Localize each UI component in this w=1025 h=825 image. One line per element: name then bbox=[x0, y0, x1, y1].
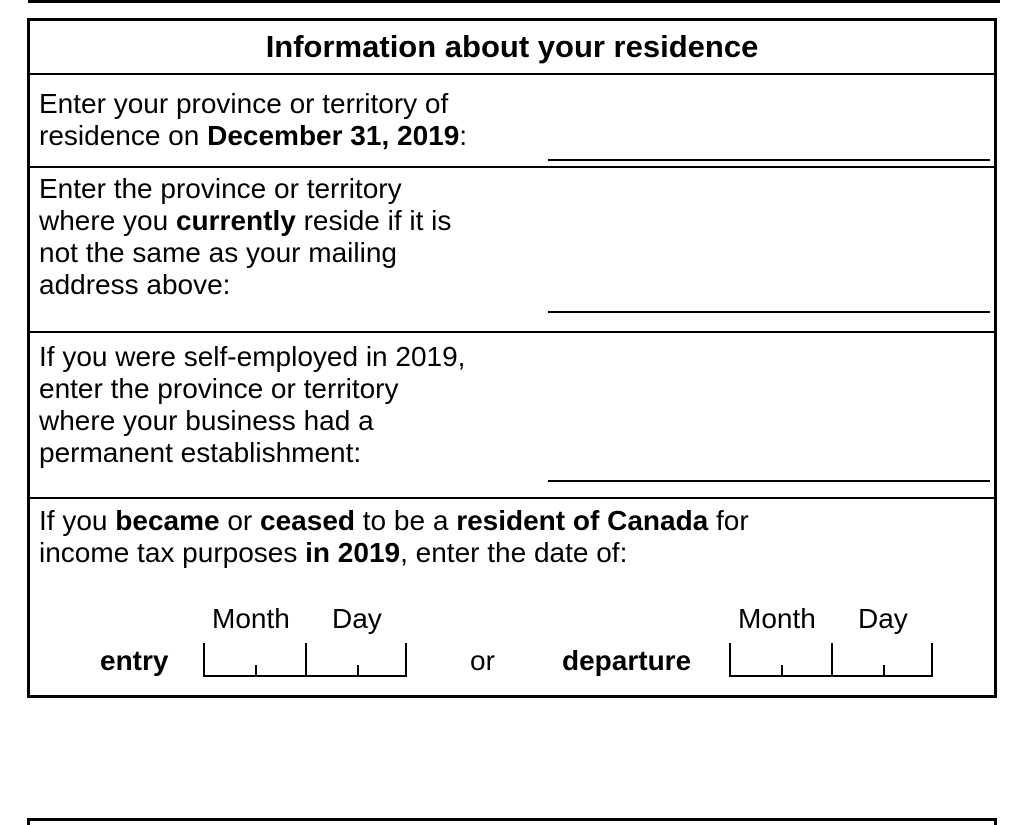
q3-text bbox=[39, 341, 465, 469]
q1-line2-pre: residence on bbox=[39, 120, 208, 151]
q1-line1: Enter your province or territory of bbox=[39, 88, 449, 119]
top-rule bbox=[28, 0, 1000, 3]
q4-text bbox=[39, 505, 749, 569]
next-section-border-left bbox=[27, 818, 30, 825]
province-dec31-field[interactable] bbox=[548, 159, 990, 161]
q4-year: in 2019 bbox=[305, 537, 401, 568]
departure-month-label: Month bbox=[738, 603, 816, 634]
q4-text-f: , enter the date of: bbox=[400, 537, 628, 568]
q2-text bbox=[39, 173, 451, 301]
q1-date-emphasis: December 31, 2019 bbox=[207, 120, 460, 151]
q1-line2-post: : bbox=[459, 120, 468, 151]
q2-line3: not the same as your mailing bbox=[39, 237, 397, 268]
business-province-field[interactable] bbox=[548, 480, 990, 482]
q3-line3: where your business had a bbox=[39, 405, 374, 436]
q2-line2-post: reside if it is bbox=[295, 205, 452, 236]
section-title: Information about your residence bbox=[30, 21, 994, 75]
q2-line4: address above: bbox=[39, 269, 231, 300]
q2-line1: Enter the province or territory bbox=[39, 173, 402, 204]
q2-line2 bbox=[39, 205, 451, 237]
q4-text-a: If you bbox=[39, 505, 116, 536]
current-province-field[interactable] bbox=[548, 311, 990, 313]
departure-day-label: Day bbox=[858, 603, 908, 634]
q3-line1: If you were self-employed in 2019, bbox=[39, 341, 466, 372]
q4-text-e: income tax purposes bbox=[39, 537, 306, 568]
entry-date-input[interactable] bbox=[203, 643, 407, 677]
q1-text bbox=[39, 88, 467, 152]
entry-label: entry bbox=[100, 645, 169, 676]
row-divider bbox=[30, 497, 994, 499]
or-label: or bbox=[470, 645, 495, 676]
q4-text-d: for bbox=[708, 505, 749, 536]
q4-line1 bbox=[39, 505, 749, 537]
q4-resident: resident of Canada bbox=[456, 505, 709, 536]
departure-date-input[interactable] bbox=[729, 643, 933, 677]
entry-day-label: Day bbox=[332, 603, 382, 634]
q2-emphasis: currently bbox=[175, 205, 296, 236]
departure-label: departure bbox=[562, 645, 692, 676]
q1-line2 bbox=[39, 120, 467, 152]
q3-line4: permanent establishment: bbox=[39, 437, 362, 468]
q2-line2-pre: where you bbox=[39, 205, 176, 236]
q4-text-b: or bbox=[219, 505, 261, 536]
q4-text-c: to be a bbox=[355, 505, 457, 536]
row-divider bbox=[30, 331, 994, 333]
entry-month-label: Month bbox=[212, 603, 290, 634]
row-divider bbox=[30, 166, 994, 168]
residence-section bbox=[27, 18, 997, 698]
q4-line2 bbox=[39, 537, 749, 569]
q4-ceased: ceased bbox=[260, 505, 355, 536]
q4-became: became bbox=[115, 505, 220, 536]
next-section-border bbox=[27, 818, 997, 821]
q3-line2: enter the province or territory bbox=[39, 373, 399, 404]
next-section-border-right bbox=[994, 818, 997, 825]
